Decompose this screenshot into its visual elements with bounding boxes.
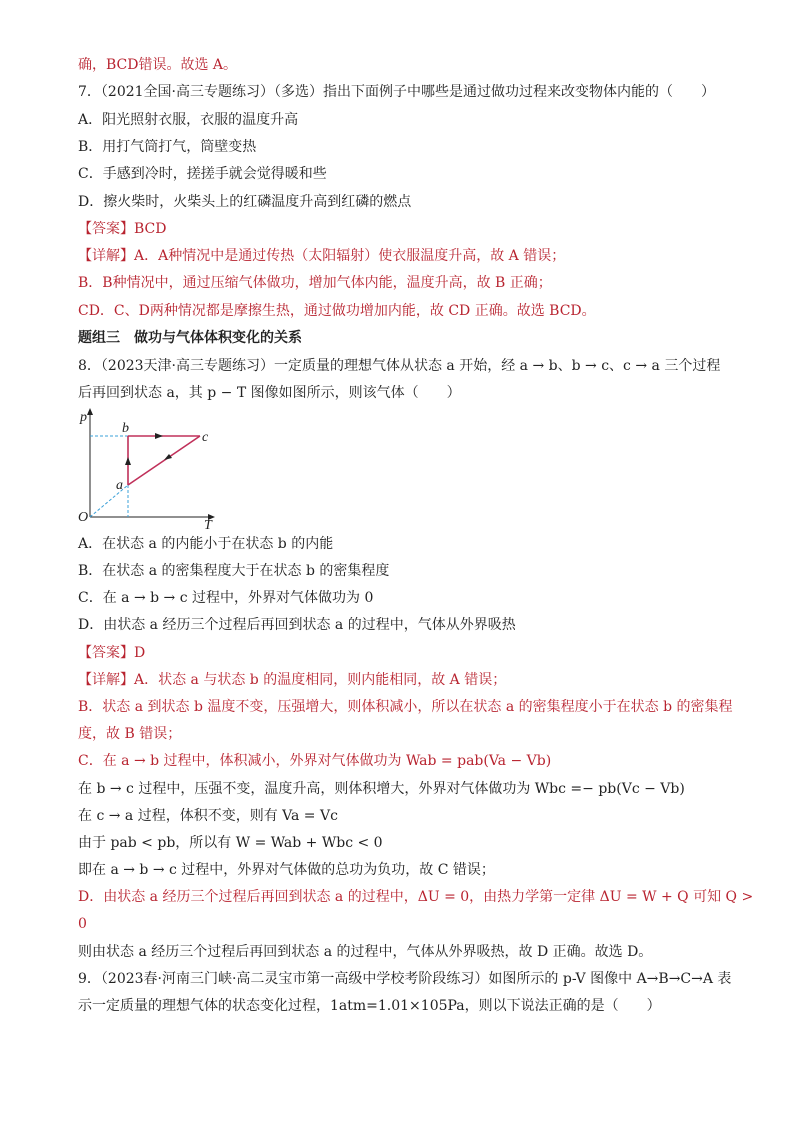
answer-line: 【答案】D (78, 645, 146, 661)
question-8-stem-cont: 后再回到状态 a，其 p − T 图像如图所示，则该气体（ ） (78, 385, 461, 401)
p-t-diagram (78, 405, 228, 530)
text-line: 确，BCD错误。故选 A。 (78, 57, 238, 73)
explanation-line: 在 c → a 过程，体积不变，则有 Va = Vc (78, 808, 338, 824)
explanation-line: 即在 a → b → c 过程中，外界对气体做的总功为负功，故 C 错误； (78, 862, 495, 878)
option-a: A．阳光照射衣服，衣服的温度升高 (78, 112, 299, 128)
option-d: D．由状态 a 经历三个过程后再回到状态 a 的过程中，气体从外界吸热 (78, 617, 516, 633)
option-c: C．在 a → b → c 过程中，外界对气体做功为 0 (78, 590, 374, 606)
explanation-line: C．在 a → b 过程中，体积减小，外界对气体做功为 Wab = pab(Va − Vb) (78, 753, 552, 769)
origin-label: O (78, 510, 89, 525)
option-b: B．用打气筒打气，筒壁变热 (78, 139, 257, 155)
point-b-label: b (122, 421, 129, 436)
question-8-stem: 8．（2023天津·高三专题练习）一定质量的理想气体从状态 a 开始，经 a → b、b → c、c → a 三个过程 (78, 358, 721, 374)
arrow-icon (164, 454, 172, 460)
explanation-line: 在 b → c 过程中，压强不变，温度升高，则体积增大，外界对气体做功为 Wbc =− pb(Vc − Vb) (78, 781, 685, 797)
explanation-line: 度，故 B 错误； (78, 726, 182, 742)
explanation-line: D．由状态 a 经历三个过程后再回到状态 a 的过程中，ΔU = 0，由热力学第一定律 ΔU = W + Q 可知 Q > (78, 889, 754, 905)
explanation-line: 【详解】A．A种情况中是通过传热（太阳辐射）使衣服温度升高，故 A 错误； (78, 248, 566, 264)
point-a-label: a (116, 478, 123, 493)
explanation-line: 则由状态 a 经历三个过程后再回到状态 a 的过程中，气体从外界吸热，故 D 正确。故选 D。 (78, 944, 653, 960)
explanation-line: 由于 pab < pb，所以有 W = Wab + Wbc < 0 (78, 835, 383, 851)
option-b: B．在状态 a 的密集程度大于在状态 b 的密集程度 (78, 563, 390, 579)
p-axis-arrow-icon (87, 408, 93, 415)
option-a: A．在状态 a 的内能小于在状态 b 的内能 (78, 536, 334, 552)
question-7-stem: 7．（2021全国·高三专题练习）（多选）指出下面例子中哪些是通过做功过程来改变物体内能的（ ） (78, 84, 715, 100)
answer-line: 【答案】BCD (78, 221, 167, 237)
explanation-line: B．状态 a 到状态 b 温度不变，压强增大，则体积减小，所以在状态 a 的密集程度小于在状态 b 的密集程 (78, 699, 733, 715)
option-d: D．擦火柴时，火柴头上的红磷温度升高到红磷的燃点 (78, 194, 412, 210)
explanation-line: CD．C、D两种情况都是摩擦生热，通过做功增加内能，故 CD 正确。故选 BCD。 (78, 303, 596, 319)
option-c: C．手感到冷时，搓搓手就会觉得暖和些 (78, 166, 327, 182)
explanation-line: 【详解】A．状态 a 与状态 b 的温度相同，则内能相同，故 A 错误； (78, 672, 507, 688)
question-9-stem-cont: 示一定质量的理想气体的状态变化过程，1atm=1.01×105Pa，则以下说法正确的是（ ） (78, 998, 661, 1014)
explanation-line: B．B种情况中，通过压缩气体做功，增加气体内能，温度升高，故 B 正确； (78, 275, 552, 291)
arrow-icon (155, 433, 163, 439)
point-c-label: c (202, 430, 209, 445)
question-9-stem: 9．（2023春·河南三门峡·高二灵宝市第一高级中学校考阶段练习）如图所示的 p-V 图像中 A→B→C→A 表 (78, 971, 732, 987)
p-axis-label: p (80, 410, 87, 425)
arrow-icon (125, 457, 131, 465)
t-axis-label: T (204, 518, 212, 530)
section-heading: 题组三 做功与气体体积变化的关系 (78, 330, 302, 346)
process-c-to-a (128, 436, 200, 485)
explanation-line: 0 (78, 916, 87, 932)
